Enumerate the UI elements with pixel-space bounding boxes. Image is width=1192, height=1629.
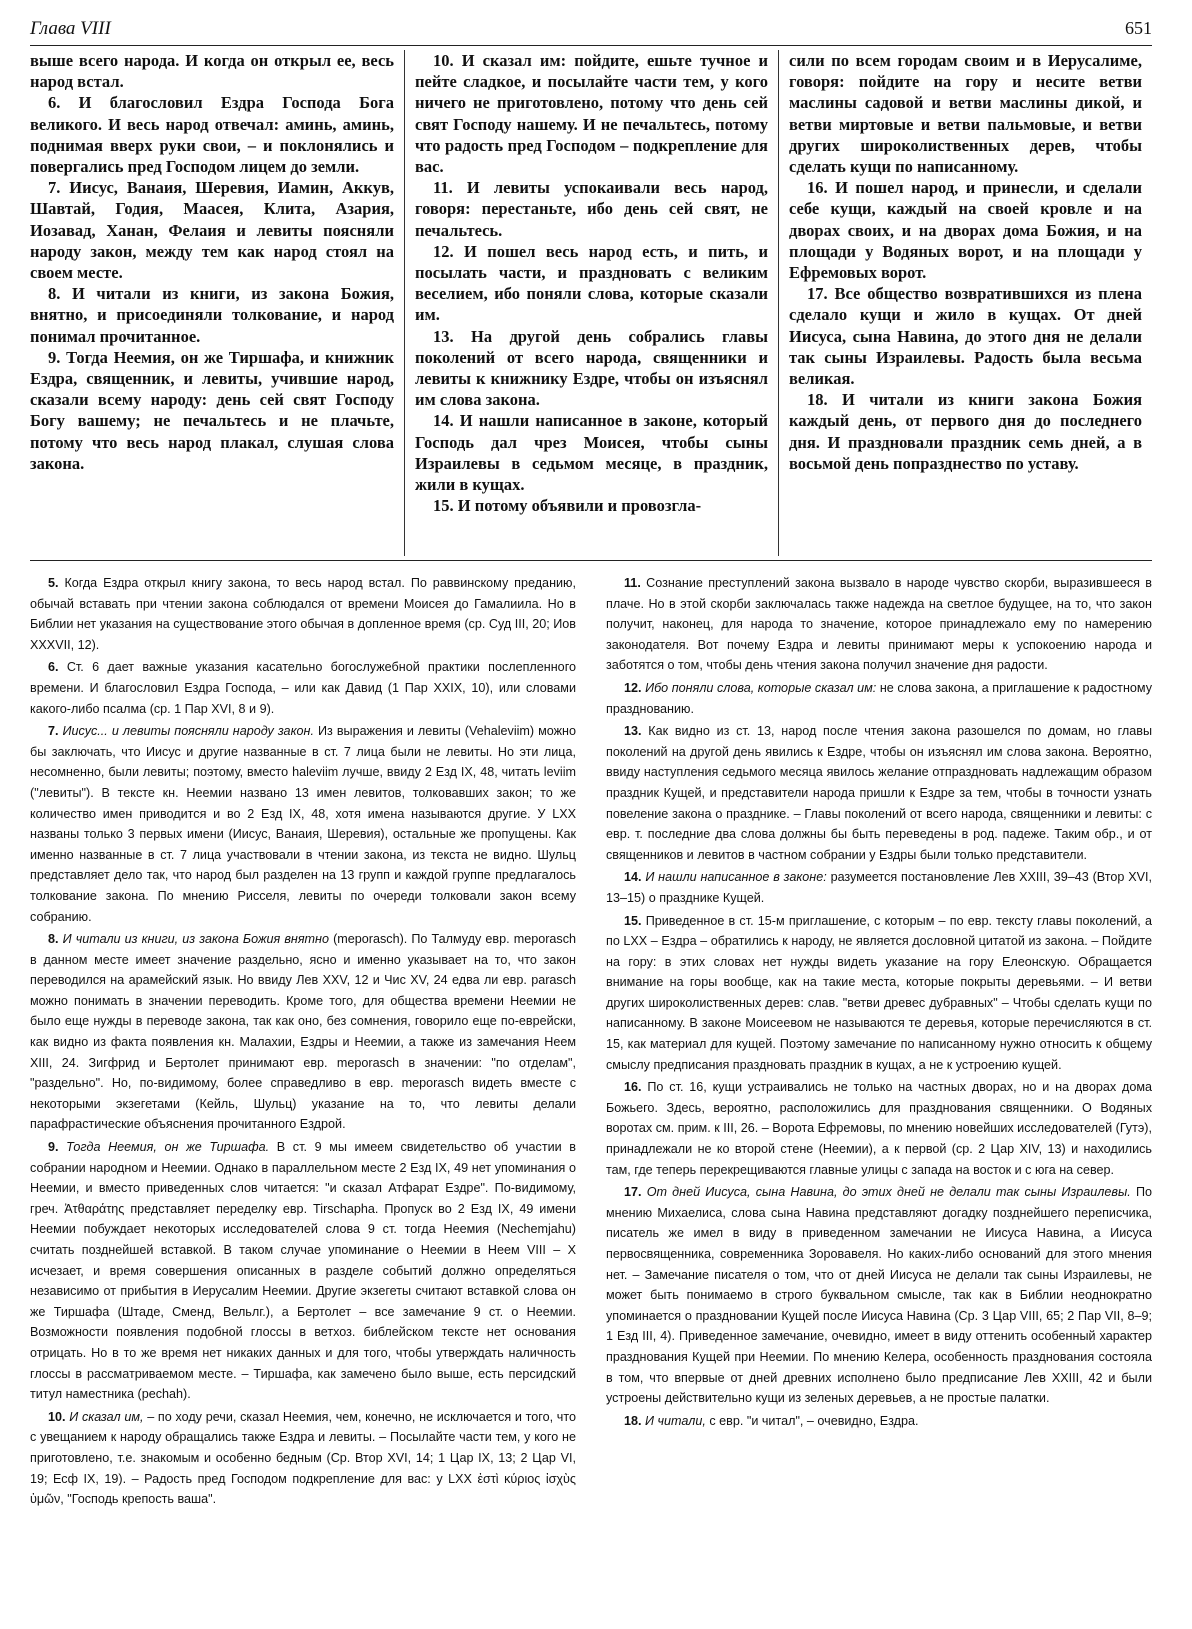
lemma: И читали,	[645, 1413, 706, 1428]
verse-number: 12.	[624, 680, 642, 695]
lemma: И нашли написанное в законе:	[645, 870, 827, 885]
verse-number: 13.	[624, 724, 642, 739]
note-text: не слова закона, а приглашение к радостному празднованию.	[606, 680, 1152, 716]
verse-paragraph: 8. И читали из книги, из закона Божия, внятно, и присоединяли толкование, и народ понимал прочитанное.	[30, 284, 394, 346]
commentary-note	[606, 867, 1152, 908]
verse-paragraph: сили по всем городам своим и в Иерусалиме, говоря: пойдите на гору и несите ветви маслины садовой и ветви маслины дикой, и ветви миртовые и ветви пальмовые, и ветви других широколиственных дерев, чтобы сделать кущи по написанному.	[789, 51, 1142, 177]
page-number: 651	[1125, 18, 1152, 38]
lemma: От дней Иисуса, сына Навина, до этих дней не делали так сыны Израилевы.	[646, 1185, 1131, 1200]
note-text: разумеется постановление Лев XXIII, 39–43 (Втор XVI, 13–15) о празднике Кущей.	[606, 870, 1152, 905]
verse-number: 8.	[48, 932, 59, 947]
verse-number: 6.	[48, 660, 59, 675]
verse-paragraph: 7. Иисус, Ванаия, Шеревия, Иамин, Аккув, Шавтай, Годия, Маасея, Клита, Азария, Иозавад, Ханан, Фелаия и левиты поясняли народу закон, между тем как народ стоял на своем месте.	[30, 178, 394, 283]
commentary-note	[30, 1137, 576, 1405]
commentary-note	[606, 911, 1152, 1076]
verse-number: 10.	[48, 1409, 66, 1424]
verse-number: 9.	[48, 1140, 59, 1155]
commentary-note	[606, 1182, 1152, 1409]
note-text: По ст. 16, кущи устраивались не только на частных дворах, но и на дворах дома Божьего. Здесь, вероятно, расположились для празднования священники. О Водяных воротах см. прим. к III, 26. – Ворота Ефремовы, по мнению новейших исследователей (Гутэ), принадлежали не ко второй стене (Неемии), а к первой (ср. 2 Цар XIV, 13) и находились там, где теперь перекрещиваются главные улицы с запада на восток и с юга на север.	[606, 1080, 1152, 1177]
note-text: Из выражения и левиты (Vehaleviim) можно бы заключать, что Иисус и другие названные в ст. 7 лица были не левиты. Но эти лица, несомненно, были левиты; поэтому, вместо haleviim лучше, ввиду 2 Езд IX, 48, читать leviim ("левиты"). В тексте кн. Неемии названо 13 имен левитов, толковавших закон; то же количество имен приводится и во 2 Езд IX, 48, хотя имена называются другие. У LXX названы только 3 первых имени (Иисус, Ванаия, Шеревия), остальные же пропущены. Как именно названные в ст. 7 лица участвовали в чтении закона, из текста не видно. Шульц представляет дело так, что народ был разделен на 13 групп и каждой группе предлагалось толкование закона. По мнению Рисселя, левиты по очереди толковали закон всему собранию.	[30, 724, 576, 924]
commentary-note	[30, 929, 576, 1135]
commentary-note	[30, 1407, 576, 1510]
verse-paragraph: 15. И потому объявили и провозгла-	[433, 496, 702, 516]
verse-paragraph: 11. И левиты успокаивали весь народ, говоря: перестаньте, ибо день сей свят, не печальтесь.	[415, 178, 768, 240]
verse-number: 5.	[48, 576, 59, 590]
note-text: Сознание преступлений закона вызвало в народе чувство скорби, выразившееся в плаче. Но в этой скорби заключалась также надежда на светлое будущее, на то, что закон получит, наконец, для народа то значение, которое принадлежало ему по намерению законодателя. Вот почему Ездра и левиты принимают меры к успокоению народа и заботятся о том, чтобы день чтения закона получил значение дня радости.	[606, 576, 1152, 673]
verse-paragraph: 16. И пошел народ, и принесли, и сделали себе кущи, каждый на своей кровле и на дворах своих, и на дворах дома Божия, и на площади у Водяных ворот, и на площади у Ефремовых ворот.	[789, 178, 1142, 283]
running-head	[30, 18, 1152, 46]
verse-number: 11.	[624, 576, 641, 590]
commentary-note	[30, 573, 576, 655]
verse-paragraph: 6. И благословил Ездра Господа Бога великого. И весь народ отвечал: аминь, аминь, поднимая вверх руки свои, – и поклонялись и повергались пред Господом лицем до земли.	[30, 93, 394, 177]
note-text: По мнению Михаелиса, слова сына Навина представляют догадку позднейшего переписчика, писатель же имел в виду в приведенном замечании не Иисуса Навина, а Иисуса первосвященника, современника Зоровавеля. Но каких-либо оснований для этого мнения нет. – Замечание писателя о том, что от дней Иисуса не делали так сыны Израилевы, не может быть понимаемо в строго буквальном смысле, так как в Библии неоднократно упоминается о праздновании Кущей после Иисуса Навина (Ср. 3 Цар VIII, 65; 2 Пар VII, 8–9; 1 Езд III, 4). Приведенное замечание, очевидно, имеет в виду оттенить особенный характер празднования Кущей при Неемии. По мнению Келера, особенность празднования состояла в том, что впервые от дней древних исполнено было предписание Лев XXIII, 42 и были устроены действительно кущи из зеленых деревьев, а не простые палатки.	[606, 1185, 1152, 1406]
lemma: Иисус... и левиты поясняли народу закон.	[62, 724, 314, 739]
verse-paragraph: 9. Тогда Неемия, он же Тиршафа, и книжник Ездра, священник, и левиты, учившие народ, сказали всему народу: день сей свят Господу Богу вашему; не печальтесь и не плачьте, потому что весь народ плакал, слушая слова закона.	[30, 347, 394, 473]
verse-paragraph: 18. И читали из книги закона Божия каждый день, от первого дня до последнего дня. И праздновали праздник семь дней, а в восьмой день попразднество по уставу.	[789, 390, 1142, 473]
verse-number: 16.	[624, 1080, 642, 1095]
verse-number: 17.	[624, 1185, 642, 1200]
note-text: Как видно из ст. 13, народ после чтения закона разошелся по домам, но главы поколений на другой день явились к Ездре, чтобы он изъяснял им слова закона. Вероятно, ввиду наступления седьмого месяца явилось желание отпраздновать надлежащим образом праздник Кущей, и представители народа пришли к Ездре за тем, чтобы в точности узнать повеление закона о празднике. – Главы поколений от всего народа, священники и левиты: с евр. т. последние два слова должны бы быть переведены в род. падеже. Таким обр., и от священников и левитов в частном собрании у Ездры были только представители.	[606, 724, 1152, 862]
verse-number: 18.	[624, 1413, 642, 1428]
verse-number: 15.	[624, 913, 642, 928]
verse-paragraph: 12. И пошел весь народ есть, и пить, и посылать части, и праздновать с великим веселием, ибо поняли слова, которые сказали им.	[415, 241, 768, 325]
commentary	[30, 573, 1152, 1613]
commentary-note	[606, 721, 1152, 865]
commentary-column-right	[606, 573, 1152, 1613]
lemma: Тогда Неемия, он же Тиршафа.	[66, 1140, 270, 1155]
note-text: В ст. 9 мы имеем свидетельство об участии в собрании народном и Неемии. Однако в параллельном месте 2 Езд IX, 49 нет упоминания о Неемии, и вместо приведенных слов читается: "и сказал Атфарат Ездре". По-видимому, греч. Ἀτθαράτης представляет переделку евр. Tirschapha. Пропуск во 2 Езд IX, 49 имени Неемии побуждает некоторых исследователей слова 9 ст. тогда Неемия (Nechemjahu) считать позднейшей вставкой. В таком случае упоминание о Неемии в Неем VIII – X исчезает, и время совершения описанных в разделе событий должно определяться независимо от прибытия в Иерусалим Неемии. Другие экзегеты считают вставкой слова он же Тиршафа (Штаде, Сменд, Вельлг.), а Бертолет – все замечание 9 ст. о Неемии. Возможности появления подобной глоссы в ветхоз. библейском тексте нет основания отрицать. Но в то же время нет никаких данных и для того, чтобы утверждать наличность глоссы в рассматриваемом месте. – Тиршафа, как замечено было выше, есть персидский титул наместника (pechah).	[30, 1140, 576, 1402]
verse-paragraph: 13. На другой день собрались главы поколений от всего народа, священники и левиты к книжнику Ездре, чтобы он изъяснял им слова закона.	[415, 326, 768, 410]
lemma: И читали из книги, из закона Божия внятно	[62, 932, 329, 947]
chapter-title: Глава VIII	[30, 18, 111, 39]
commentary-note	[30, 721, 576, 927]
commentary-column-left	[30, 573, 576, 1613]
commentary-note	[606, 1077, 1152, 1180]
verse-number: 14.	[624, 870, 642, 885]
section-divider	[30, 560, 1152, 561]
commentary-note	[606, 678, 1152, 719]
verse-paragraph: 14. И нашли написанное в законе, который Господь дал чрез Моисея, чтобы сыны Израилевы в седьмом месяце, в праздник, жили в кущах.	[415, 411, 768, 495]
note-text: Ст. 6 дает важные указания касательно богослужебной практики послепленного времени. И благословил Ездра Господа, – или как Давид (1 Пар XXIX, 10), или словами какого-либо псалма (ср. 1 Пар XVI, 8 и 9).	[30, 660, 576, 716]
bible-column-3	[778, 50, 1152, 556]
note-text: Приведенное в ст. 15-м приглашение, с которым – по евр. тексту главы поколений, а по LXX – Ездра – обратились к народу, не является дословной цитатой из закона. – Пойдите на гору: в этих словах нет нужды видеть указание на гору Елеонскую. Обращается внимание на горы вообще, как на такие места, которые покрыты деревьями. – И ветви других широколиственных дерев: слав. "ветви древес дубравных" – Чтобы сделать кущи по написанному. В законе Моисеевом не называются те деревья, которые перечисляются в ст. 15, как материал для кущей. Поэтому замечание по написанному нужно относить к общему смыслу предписания праздновать праздник в кущах, а не к устроению кущей.	[606, 913, 1152, 1072]
bible-column-2	[404, 50, 778, 556]
commentary-note	[606, 1411, 1152, 1432]
bible-column-1	[30, 50, 404, 556]
commentary-note	[606, 573, 1152, 676]
note-text: – по ходу речи, сказал Неемия, чем, конечно, не исключается и того, что с увещанием к народу обращались также Ездра и левиты. – Посылайте части тем, у кого не приготовлено, т.е. знакомым и особенно бедным (Ср. Втор XVI, 14; 1 Цар IX, 13; 2 Цар VI, 19; Есф IX, 19). – Радость пред Господом подкрепление для вас: у LXX ἐστὶ κύριος ἰσχὺς ὑμῶν, "Господь крепость ваша".	[30, 1409, 576, 1507]
commentary-note	[30, 657, 576, 719]
verse-paragraph: 17. Все общество возвратившихся из плена сделало кущи и жило в кущах. От дней Иисуса, сына Навина, до этого дня не делали так сыны Израилевы. Радость была весьма великая.	[789, 284, 1142, 389]
lemma: И сказал им,	[69, 1409, 144, 1424]
verse-paragraph: 10. И сказал им: пойдите, ешьте тучное и пейте сладкое, и посылайте части тем, у кого ничего не приготовлено, потому что день сей свят Господу нашему. И не печальтесь, потому что радость пред Господом – подкрепление для вас.	[415, 51, 768, 177]
lemma: Ибо поняли слова, которые сказал им:	[645, 680, 877, 695]
verse-number: 7.	[48, 724, 59, 739]
verse-paragraph: выше всего народа. И когда он открыл ее, весь народ встал.	[30, 51, 394, 92]
note-text: (meporasch). По Талмуду евр. meporasch в данном месте имеет значение раздельно, ясно и именно указывает на то, что закон переводился на арамейский язык. Но ввиду Лев XXV, 12 и Чис XV, 24 едва ли евр. parasch можно понимать в значении переводить. Кроме того, для общества времени Неемии не было еще нужды в переводе закона, так как оно, без сомнения, говорило еще по-еврейски, как видно из факта появления кн. Малахии, Ездры и Неемии, а также из замечания Неем XIII, 24. Зигфрид и Бертолет принимают евр. meporasch в значении: "по отделам", "раздельно". Но, по-видимому, более справедливо в евр. meporasch видеть вместе с некоторыми экзегетами (Кейль, Шульц) указание на то, что левиты делали парафрастические объяснения прочитанного Ездрой.	[30, 932, 576, 1132]
bible-text	[30, 50, 1152, 556]
note-text: Когда Ездра открыл книгу закона, то весь народ встал. По раввинскому преданию, обычай вставать при чтении закона соблюдался от времени Моисея до Гамалиила. Но в Библии нет указания на существование этого обычая в допленное время (ср. Суд III, 20; Иов XXXVII, 12).	[30, 576, 576, 652]
note-text: с евр. "и читал", – очевидно, Ездра.	[709, 1413, 919, 1428]
